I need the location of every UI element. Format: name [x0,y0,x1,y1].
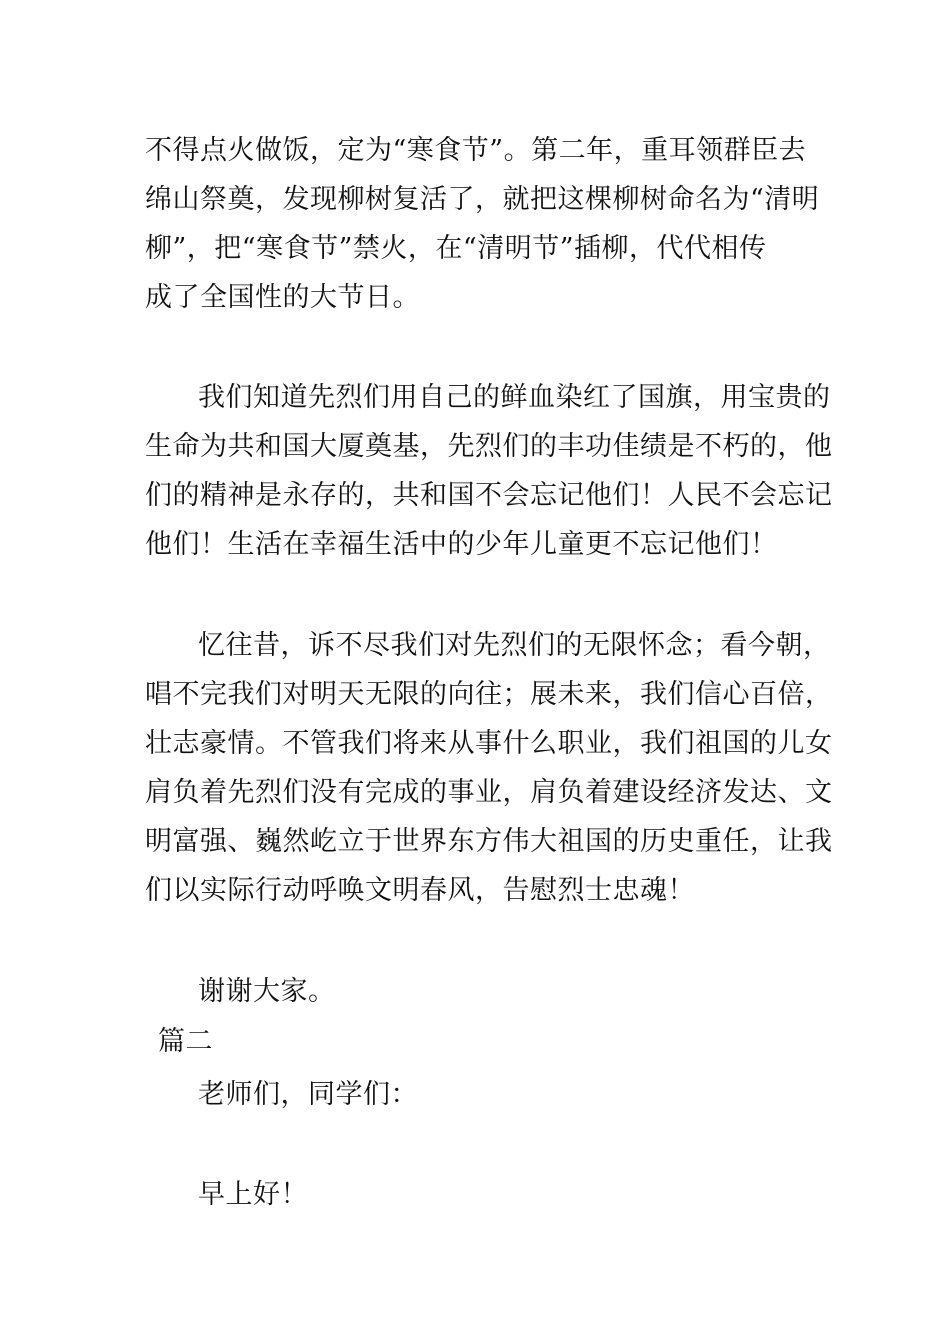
paragraph-line: 他们！生活在幸福生活中的少年儿童更不忘记他们！ [145,529,778,560]
paragraph-line: 我们知道先烈们用自己的鲜血染红了国旗，用宝贵的 [198,382,831,413]
paragraph-line: 成了全国性的大节日。 [145,282,420,313]
paragraph-line: 忆往昔，诉不尽我们对先烈们的无限怀念；看今朝， [198,630,831,661]
paragraph-line: 们以实际行动呼唤文明春风，告慰烈士忠魂！ [145,875,695,906]
closing-line: 谢谢大家。 [198,976,336,1007]
paragraph-line: 壮志豪情。不管我们将来从事什么职业，我们祖国的儿女 [145,728,833,759]
paragraph-line: 柳”，把“寒食节”禁火，在“清明节”插柳，代代相传 [145,233,767,264]
paragraph-line: 肩负着先烈们没有完成的事业，肩负着建设经济发达、文 [145,777,833,808]
paragraph-line: 绵山祭奠，发现柳树复活了，就把这棵柳树命名为“清明 [145,184,820,215]
paragraph-line: 不得点火做饭，定为“寒食节”。第二年，重耳领群臣去 [145,135,807,166]
paragraph-line: 们的精神是永存的，共和国不会忘记他们！人民不会忘记 [145,480,833,511]
greeting-line: 早上好！ [198,1179,308,1210]
paragraph-line: 明富强、巍然屹立于世界东方伟大祖国的历史重任，让我 [145,826,833,857]
section-heading: 篇二 [158,1026,213,1057]
paragraph-line: 生命为共和国大厦奠基，先烈们的丰功佳绩是不朽的，他 [145,431,833,462]
paragraph-line: 唱不完我们对明天无限的向往；展未来，我们信心百倍， [145,679,833,710]
salutation-line: 老师们，同学们： [198,1079,418,1110]
